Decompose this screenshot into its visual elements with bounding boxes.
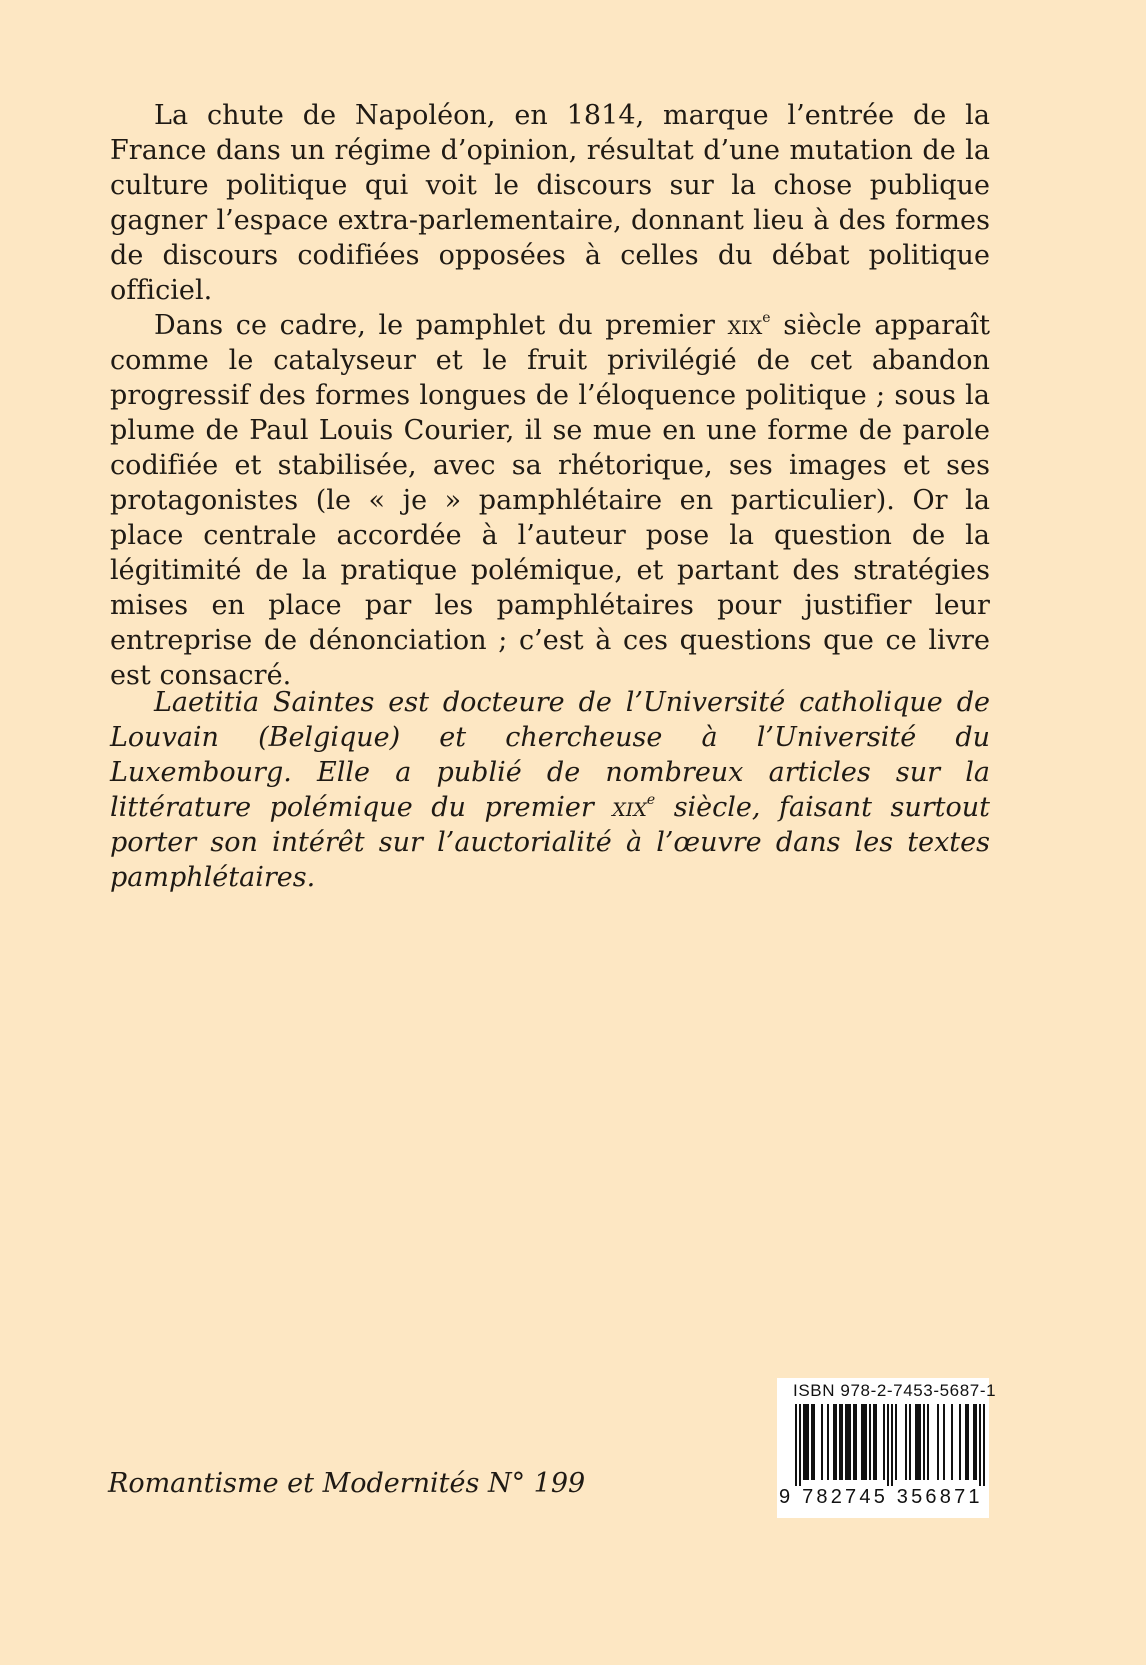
barcode-bar — [835, 1404, 837, 1480]
barcode-bar — [799, 1404, 801, 1486]
barcode-bar — [795, 1404, 797, 1486]
barcode-bar — [847, 1404, 849, 1480]
barcode-bar — [803, 1404, 805, 1480]
book-summary — [110, 98, 990, 693]
barcode-bar — [895, 1404, 897, 1480]
summary-paragraph-2-start: Dans ce cadre, le pamphlet du premier — [154, 310, 728, 341]
series-title: Romantisme et Modernités N° 199 — [108, 1468, 586, 1499]
barcode-bar — [833, 1404, 835, 1480]
bio-century-numeral: xix — [612, 792, 647, 823]
barcode-bar — [855, 1404, 857, 1480]
barcode-bar — [861, 1404, 863, 1480]
author-bio-end: siècle, faisant surtout porter son intérêt sur l’auctorialité à l’œuvre dans les textes pamphlétaires. — [110, 792, 990, 893]
barcode-bar — [959, 1404, 961, 1480]
barcode-bar — [865, 1404, 867, 1480]
barcode-bar — [905, 1404, 907, 1480]
barcode-bar — [883, 1404, 885, 1480]
barcode-bar — [827, 1404, 829, 1480]
isbn-label: ISBN 978-2-7453-5687-1 — [793, 1381, 997, 1400]
barcode-bar — [979, 1404, 981, 1486]
barcode-bar — [915, 1404, 917, 1480]
barcode-bar — [891, 1404, 893, 1486]
author-biography — [110, 685, 990, 895]
barcode-bar — [983, 1404, 985, 1486]
barcode-bar — [845, 1404, 847, 1480]
barcode-bar — [807, 1404, 809, 1480]
barcode-bar — [975, 1404, 977, 1480]
barcode-bar — [869, 1404, 871, 1480]
barcode-bar — [909, 1404, 911, 1480]
barcode-bar — [951, 1404, 953, 1480]
barcode-bar — [919, 1404, 921, 1480]
barcode-bar — [967, 1404, 969, 1480]
barcode-bar — [927, 1404, 929, 1480]
barcode-bar — [821, 1404, 823, 1480]
barcode-bar — [973, 1404, 975, 1480]
barcode-bar — [937, 1404, 939, 1480]
barcode-bar — [811, 1404, 813, 1480]
barcode-bars — [795, 1404, 985, 1486]
barcode-bar — [853, 1404, 855, 1480]
summary-paragraph-2 — [110, 308, 990, 693]
summary-paragraph-2-end: siècle apparaît comme le catalyseur et le fruit privilégié de cet abandon progressif des formes longues de l’éloquence politique ; sous la plume de Paul Louis Courier, il se mue en une forme de parole codifiée et stabilisée, avec sa rhétorique, ses images et ses protagonistes (le « je » pamphlétaire en particulier). Or la place centrale accordée à l’auteur pose la question de la légitimité de la pratique polémique, et partant des stratégies mises en place par les pamphlétaires pour justifier leur entreprise de dénonciation ; c’est à ces questions que ce livre est consacré. — [110, 310, 990, 691]
summary-paragraph-1: La chute de Napoléon, en 1814, marque l’entrée de la France dans un régime d’opinion, résultat d’une mutation de la culture politique qui voit le discours sur la chose publique gagner l’espace extra-parlementaire, donnant lieu à des formes de discours codifiées opposées à celles du débat politique officiel. — [110, 100, 990, 306]
barcode-digits: 9 782745 356871 — [779, 1486, 983, 1508]
barcode-bar — [875, 1404, 877, 1480]
author-bio-start: Laetitia Saintes est docteure de l’Université catholique de Louvain (Belgique) et chercheuse à l’Université du Luxembourg. Elle a publié de nombreux articles sur la littérature polémique du premier — [110, 687, 990, 823]
barcode-bar — [873, 1404, 875, 1480]
barcode-bar — [923, 1404, 925, 1480]
barcode-bar — [887, 1404, 889, 1486]
bio-century-superscript: e — [646, 792, 656, 808]
barcode-bar — [863, 1404, 865, 1480]
barcode-bar — [965, 1404, 967, 1480]
century-superscript: e — [762, 310, 771, 326]
barcode-bar — [805, 1404, 807, 1480]
barcode-bar — [917, 1404, 919, 1480]
barcode-bar — [943, 1404, 945, 1480]
barcode-bar — [849, 1404, 851, 1480]
isbn-barcode — [777, 1378, 997, 1518]
barcode-bar — [839, 1404, 841, 1480]
barcode-bar — [813, 1404, 815, 1480]
century-numeral: xix — [727, 310, 763, 341]
barcode-bar — [841, 1404, 843, 1480]
